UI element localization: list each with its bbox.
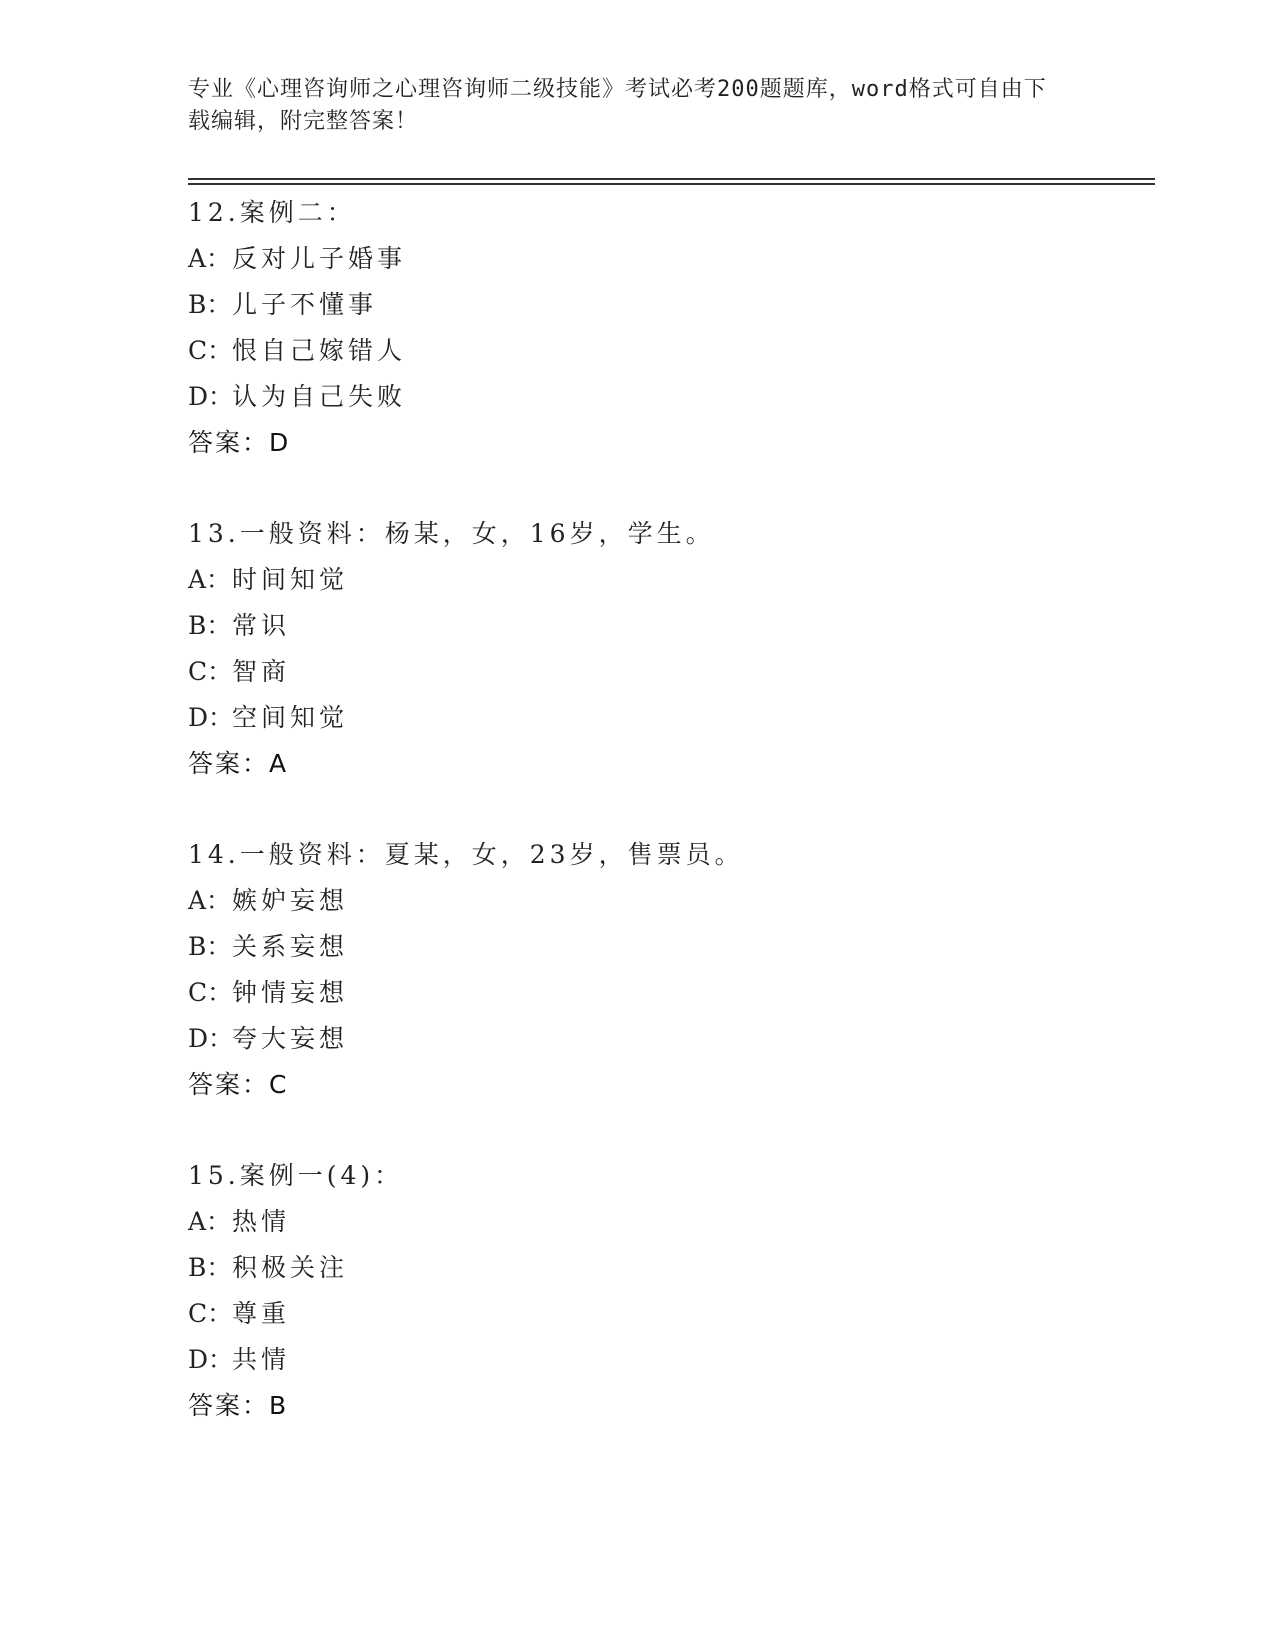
option-key: D： bbox=[188, 703, 234, 732]
option-b bbox=[188, 282, 1148, 328]
option-key: C： bbox=[188, 336, 233, 365]
option-text: 嫉妒妄想 bbox=[232, 886, 349, 915]
option-text: 认为自己失败 bbox=[232, 382, 407, 411]
option-text: 恨自己嫁错人 bbox=[232, 336, 407, 365]
option-a bbox=[188, 1199, 1148, 1245]
question-12 bbox=[188, 190, 1148, 466]
option-d bbox=[188, 695, 1148, 741]
option-c bbox=[188, 970, 1148, 1016]
option-text: 夸大妄想 bbox=[232, 1024, 349, 1053]
option-b bbox=[188, 603, 1148, 649]
question-stem: 12.案例二： bbox=[188, 198, 356, 227]
option-a bbox=[188, 557, 1148, 603]
option-key: D： bbox=[188, 382, 234, 411]
option-b bbox=[188, 924, 1148, 970]
option-d bbox=[188, 1337, 1148, 1383]
option-b bbox=[188, 1245, 1148, 1291]
question-15 bbox=[188, 1153, 1148, 1429]
option-key: A： bbox=[188, 565, 232, 594]
option-key: B： bbox=[188, 932, 232, 961]
header-rule-bottom bbox=[188, 183, 1155, 185]
question-stem: 13.一般资料：杨某，女，16岁，学生。 bbox=[188, 519, 715, 548]
option-key: A： bbox=[188, 886, 232, 915]
answer-line: 答案：C bbox=[188, 1070, 289, 1099]
question-stem: 14.一般资料：夏某，女，23岁，售票员。 bbox=[188, 840, 744, 869]
option-key: C： bbox=[188, 978, 233, 1007]
answer-line: 答案：B bbox=[188, 1391, 289, 1420]
header-rule-top bbox=[188, 178, 1155, 180]
option-key: B： bbox=[188, 290, 232, 319]
option-text: 反对儿子婚事 bbox=[232, 244, 407, 273]
option-text: 儿子不懂事 bbox=[232, 290, 378, 319]
option-text: 常识 bbox=[232, 611, 291, 640]
option-key: B： bbox=[188, 1253, 232, 1282]
option-key: A： bbox=[188, 244, 232, 273]
option-key: C： bbox=[188, 657, 233, 686]
option-c bbox=[188, 649, 1148, 695]
question-list bbox=[188, 190, 1148, 1474]
option-a bbox=[188, 878, 1148, 924]
option-text: 空间知觉 bbox=[232, 703, 349, 732]
option-d bbox=[188, 1016, 1148, 1062]
option-c bbox=[188, 328, 1148, 374]
option-text: 时间知觉 bbox=[232, 565, 349, 594]
option-text: 钟情妄想 bbox=[232, 978, 349, 1007]
option-a bbox=[188, 236, 1148, 282]
option-text: 热情 bbox=[232, 1207, 291, 1236]
document-header: 专业《心理咨询师之心理咨询师二级技能》考试必考200题题库，word格式可自由下载编辑，附完整答案！ bbox=[188, 77, 1047, 134]
option-c bbox=[188, 1291, 1148, 1337]
option-text: 积极关注 bbox=[232, 1253, 349, 1282]
answer-line: 答案：A bbox=[188, 749, 289, 778]
question-stem: 15.案例一(4)： bbox=[188, 1161, 404, 1190]
option-text: 共情 bbox=[232, 1345, 291, 1374]
answer-line: 答案：D bbox=[188, 428, 291, 457]
option-text: 关系妄想 bbox=[232, 932, 349, 961]
option-key: A： bbox=[188, 1207, 232, 1236]
option-text: 智商 bbox=[232, 657, 291, 686]
option-text: 尊重 bbox=[232, 1299, 291, 1328]
option-key: C： bbox=[188, 1299, 233, 1328]
question-14 bbox=[188, 832, 1148, 1108]
option-key: D： bbox=[188, 1024, 234, 1053]
option-d bbox=[188, 374, 1148, 420]
option-key: B： bbox=[188, 611, 232, 640]
question-13 bbox=[188, 511, 1148, 787]
option-key: D： bbox=[188, 1345, 234, 1374]
